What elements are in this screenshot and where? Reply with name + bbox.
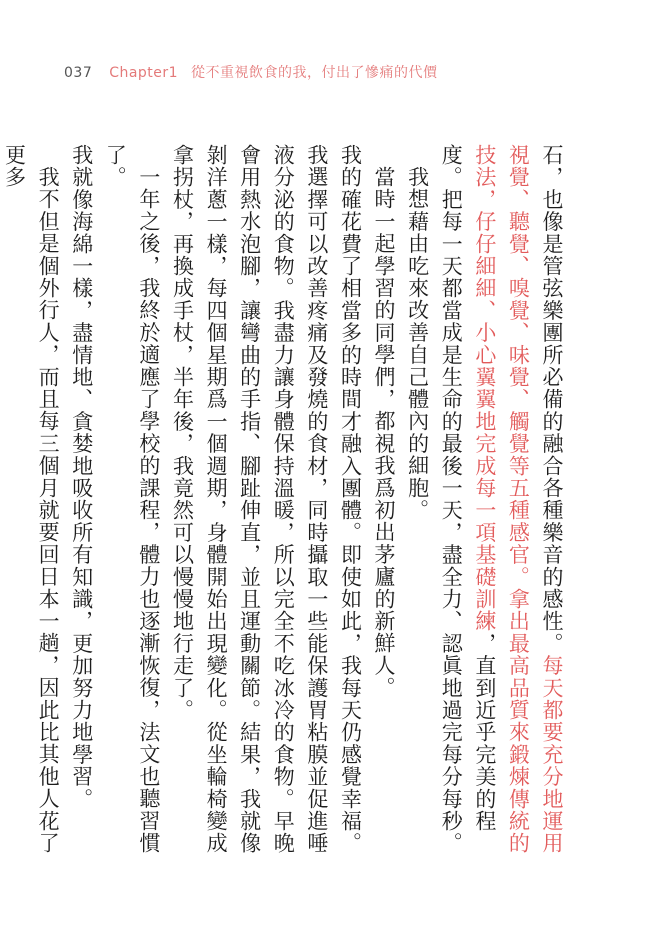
paragraph: [0, 144, 64, 864]
chapter-label: Chapter1: [109, 65, 179, 81]
text-segment: 一年之後，我終於適應了學校的課程，體力也逐漸恢復，法文也聽習慣了。: [103, 144, 161, 855]
text-segment: 我不但是個外行人，而且每三個月就要回日本一趟，因此比其他人花了更多: [2, 144, 61, 855]
text-segment: 石，也像是管弦樂團所必備的融合各種樂音的感性。: [540, 144, 564, 655]
chapter-title: 從不重視飲食的我，付出了慘痛的代價: [191, 65, 438, 81]
page-number: 037: [64, 65, 93, 81]
paragraph: [165, 144, 333, 864]
paragraph: [400, 144, 434, 864]
text-segment: 當時一起學習的同學們，都視我爲初出茅廬的新鮮人。: [372, 166, 397, 699]
vertical-body-text: [2, 144, 568, 864]
paragraph: [98, 144, 165, 864]
text-segment: ，直到近乎完美的程度。把每一天都當成是生命的最後一天，盡全力、認眞地過完每分每秒。: [439, 144, 497, 855]
text-segment: 我選擇可以改善疼痛及發燒的食材，同時攝取一些能保護胃粘膜並促進唾液分泌的食物。我盡力讓身體保持溫暖，所以完全不吃冰冷的食物。早晚會用熱水泡腳，讓彎曲的手指、腳趾伸直，並且運動關節。結果，我就像剝洋蔥一樣，每四個星期爲一個週期，身體開始出現變化。從坐輪椅變成拿拐杖，再換成手杖，半年後，我竟然可以慢慢地行走了。: [170, 144, 329, 855]
paragraph: [366, 144, 400, 864]
text-segment: 我就像海綿一樣，盡情地、貪婪地吸收所有知識，更加努力地學習。: [69, 144, 94, 810]
text-segment: 我的確花費了相當多的時間才融入團體。即使如此，我每天仍感覺幸福。: [338, 144, 363, 855]
highlighted-text-segment: 每天都要充分地運用視覺、聽覺、嗅覺、味覺、觸覺等五種感官。拿出最高品質來鍛煉傳統的技法，仔仔細細、小心翼翼地完成每一項基礎訓練: [472, 144, 564, 855]
running-header: [64, 62, 438, 82]
paragraph: [333, 144, 367, 864]
paragraph: [434, 144, 568, 864]
paragraph: [64, 144, 98, 864]
text-segment: 我想藉由吃來改善自己體內的細胞。: [405, 166, 430, 522]
